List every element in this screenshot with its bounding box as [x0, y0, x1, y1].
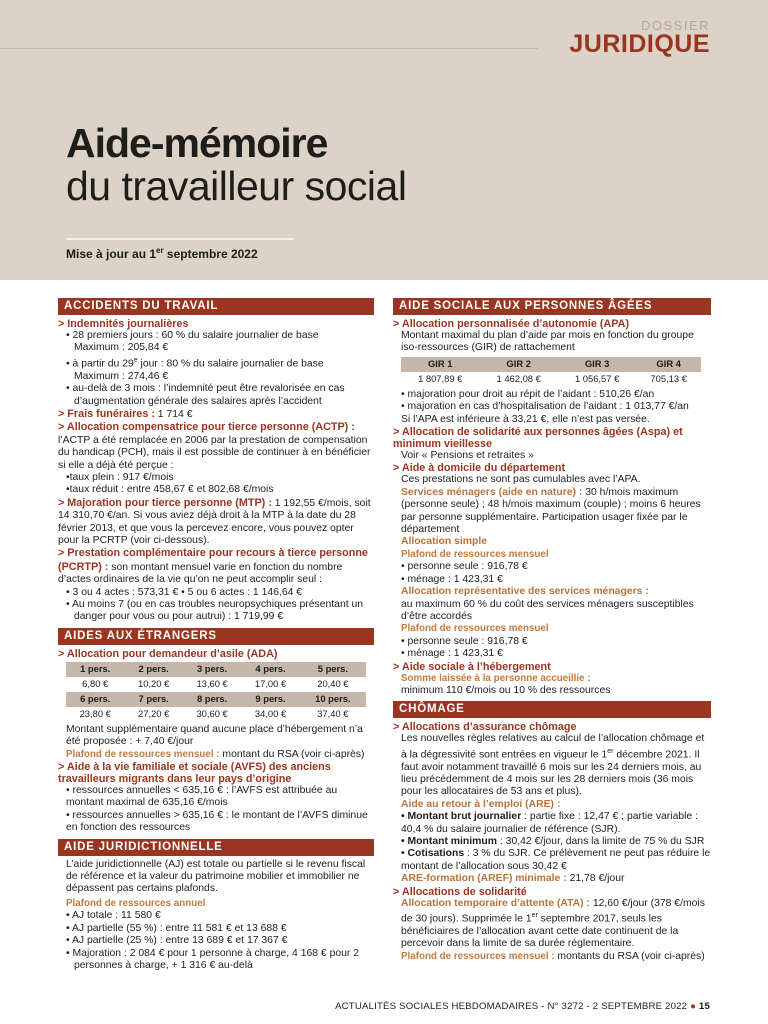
- text-line: •taux plein : 917 €/mois: [66, 471, 174, 483]
- text-line: Ces prestations ne sont pas cumulables avec l’APA.: [401, 474, 641, 486]
- text-line: • Au moins 7 (ou en cas troubles neuropsychiques présentant un danger pour vous ou pour autrui) : 1 719,99 €: [66, 599, 364, 623]
- text-line: • Majoration : 2 084 € pour 1 personne à charge, 4 168 € pour 2 personnes à charge, + 1 316 € au-delà: [66, 947, 360, 971]
- text-line: • 3 ou 4 actes : 573,31 € • 5 ou 6 actes : 1 146,64 €: [66, 586, 303, 598]
- bullet-icon: ●: [690, 1001, 697, 1012]
- text-line: • personne seule : 916,78 €: [401, 561, 528, 573]
- text-line: • AJ totale : 11 580 €: [66, 910, 161, 922]
- text-line: • majoration en cas d’hospitalisation de l’aidant : 1 013,77 €/an: [401, 401, 689, 413]
- services-menagers: Services ménagers (aide en nature) : 30 h/mois maximum (personne seule) ; 48 h/mois maximum (couple) ; moins 6 heures par personne supplémentaire. Participation usager fixée par le département: [401, 486, 701, 536]
- ada-header-row-2: 6 pers. 7 pers. 8 pers. 9 pers. 10 pers.: [66, 692, 366, 707]
- plafond-label: Plafond de ressources mensuel: [401, 623, 549, 635]
- heading-assurance-chomage: > Allocations d’assurance chômage: [393, 721, 577, 734]
- text-line: • AJ partielle (55 %) : entre 11 581 € et 13 688 €: [66, 922, 287, 934]
- text-line: • au-delà de 3 mois : l’indemnité peut être revalorisée en cas d’augmentation générale des salaires après l’accident: [66, 383, 345, 407]
- update-date: Mise à jour au 1er septembre 2022: [66, 246, 258, 261]
- ada-value-row-2: 23,80 € 27,20 € 30,60 € 34,00 € 37,40 €: [66, 707, 366, 722]
- page-subtitle: du travailleur social: [66, 163, 407, 209]
- text-line: Les nouvelles règles relatives au calcul de l’allocation chômage et à la dégressivité sont entrées en vigueur le 1er décembre 2021. Il faut avoir notamment travaillé 6 mois sur les 24 derniers mois, au lieu précédemment de 4 mois sur les 28 derniers mois (36 mois pour les allocataires de 53 ans et plus).: [401, 733, 705, 798]
- section-chomage: CHÔMAGE: [393, 701, 711, 718]
- page-footer: ACTUALITÉS SOCIALES HEBDOMADAIRES - N° 3272 - 2 SEPTEMBRE 2022 ● 15: [335, 1001, 710, 1012]
- left-column: [58, 298, 374, 972]
- aref-line: ARE-formation (AREF) minimale : 21,78 €/jour: [401, 873, 625, 885]
- page-title: Aide-mémoire: [66, 120, 328, 166]
- heading-apa: > Allocation personnalisée d’autonomie (APA): [393, 318, 630, 330]
- text-line: Allocation temporaire d’attente (ATA) : 12,60 €/jour (378 €/mois de 30 jours). Supprimée le 1er septembre 2017, seuls les bénéficiaires de l’allocation avant cette date continuent de la percevoir dans la limite de sa durée réglementaire.: [401, 897, 705, 950]
- text-line: minimum 110 €/mois ou 10 % des ressources: [401, 684, 611, 696]
- text-line: •taux réduit : entre 458,67 € et 802,68 €/mois: [66, 484, 274, 496]
- allocation-simple-label: Allocation simple: [401, 536, 488, 548]
- ada-table: [66, 662, 366, 722]
- heading-avfs: > Aide à la vie familiale et sociale (AVFS) des anciens travailleurs migrants dans leur pays d’origine: [58, 761, 331, 786]
- mtp-block: > Majoration pour tierce personne (MTP) : 1 192,55 €/mois, soit 14 310,70 €/an. Si vous aviez déjà droit à la MTP à la date du 28 février 2013, et que vous la percevez encore, vous pouvez opter pour la PCRTP (voir ci-dessous).: [58, 496, 371, 546]
- text-line: • Montant minimum : 30,42 €/jour, dans la limite de 75 % du SJR: [401, 836, 705, 848]
- hebergement-label: Somme laissée à la personne accueillie :: [401, 672, 591, 684]
- heading-ada: > Allocation pour demandeur d’asile (ADA): [58, 647, 278, 660]
- update-rule: [66, 238, 294, 240]
- aj-plafond: Plafond de ressources annuel: [66, 897, 206, 909]
- text-line: • ménage : 1 423,31 €: [401, 648, 503, 660]
- right-column: [393, 298, 711, 963]
- text-line: • Cotisations : 3 % du SJR. Ce prélèvement ne peut pas réduire le montant de l’allocation sous 30,42 €: [401, 848, 711, 872]
- text-line: • AJ partielle (25 %) : entre 13 689 € et 17 367 €: [66, 935, 288, 947]
- dossier-label: DOSSIER: [640, 18, 710, 33]
- gir-table: [401, 357, 701, 387]
- text-line: Maximum : 205,84 €: [74, 342, 169, 354]
- text-line: Maximum : 274,46 €: [74, 370, 169, 382]
- heading-solidarite: > Allocations de solidarité: [393, 885, 527, 898]
- rubric-title: JURIDIQUE: [569, 30, 710, 58]
- section-accidents-travail: ACCIDENTS DU TRAVAIL: [58, 298, 374, 315]
- header-band: [0, 0, 768, 280]
- text-line: au maximum 60 % du coût des services ménagers susceptibles d’être accordés: [401, 598, 694, 622]
- ada-value-row-1: 6,80 € 10,20 € 13,60 € 17,00 € 20,40 €: [66, 677, 366, 692]
- top-rule: [0, 48, 538, 49]
- frais-funeraires: > Frais funéraires : 1 714 €: [58, 407, 193, 420]
- heading-aspa: > Allocation de solidarité aux personnes âgées (Aspa) et minimum vieillesse: [393, 426, 683, 451]
- heading-indemnites: > Indemnités journalières: [58, 318, 189, 330]
- gir-value-row: 1 807,89 € 1 462,08 € 1 056,57 € 705,13 €: [401, 372, 701, 387]
- text-line: L’aide juridictionnelle (AJ) est totale ou partielle si le revenu fiscal de référence et la valeur du patrimoine mobilier et immobilier ne dépassent pas certains plafonds.: [66, 858, 366, 895]
- text-line: • ressources annuelles < 635,16 € : l’AVFS est attribuée au montant maximal de 635,16 €/mois: [66, 785, 338, 809]
- allocation-representative-label: Allocation représentative des services ménagers :: [401, 586, 649, 598]
- section-aide-juridictionnelle: AIDE JURIDICTIONNELLE: [58, 839, 374, 856]
- text-line: • à partir du 29e jour : 80 % du salaire journalier de base: [66, 356, 324, 370]
- text-line: • majoration pour droit au répit de l’aidant : 510,26 €/an: [401, 388, 655, 400]
- page-number: 15: [696, 1001, 710, 1012]
- are-label: Aide au retour à l’emploi (ARE) :: [401, 798, 561, 810]
- ada-plafond: Plafond de ressources mensuel : montant du RSA (voir ci-après): [66, 748, 365, 760]
- text-line: Voir « Pensions et retraites »: [401, 450, 534, 462]
- text-line: • personne seule : 916,78 €: [401, 635, 528, 647]
- text-line: • ménage : 1 423,31 €: [401, 573, 503, 585]
- actp-block: > Allocation compensatrice pour tierce personne (ACTP) : l’ACTP a été remplacée en 2006 par la prestation de compensation du handicap (PCH), mais il est possible de continuer à en bénéficier si elle a déjà été perçue :: [58, 421, 371, 471]
- plafond-label: Plafond de ressources mensuel: [401, 548, 549, 560]
- text-line: • Montant brut journalier : partie fixe : 12,47 € ; partie variable : 40,4 % du salaire journalier de référence (SJR).: [401, 811, 698, 835]
- section-aides-etrangers: AIDES AUX ÉTRANGERS: [58, 628, 374, 645]
- text-line: Si l’APA est inférieure à 33,21 €, elle n’est pas versée.: [401, 413, 650, 425]
- text-line: • 28 premiers jours : 60 % du salaire journalier de base: [66, 330, 319, 341]
- ada-header-row-1: 1 pers. 2 pers. 3 pers. 4 pers. 5 pers.: [66, 662, 366, 677]
- text-line: • ressources annuelles > 635,16 € : le montant de l’AVFS diminue en fonction des ressources: [66, 809, 368, 834]
- text-line: Montant maximal du plan d’aide par mois en fonction du groupe iso-ressources (GIR) de rattachement: [401, 330, 694, 354]
- section-personnes-agees: AIDE SOCIALE AUX PERSONNES ÂGÉES: [393, 298, 711, 315]
- pcrtp-block: > Prestation complémentaire pour recours à tierce personne (PCRTP) : son montant mensuel varie en fonction du nombre d’actes ordinaires de la vie qu’on ne peut accomplir seul :: [58, 547, 368, 586]
- text-line: Montant supplémentaire quand aucune place d’hébergement n’a été proposée : + 7,40 €/jour: [66, 723, 363, 748]
- heading-hebergement: > Aide sociale à l’hébergement: [393, 660, 551, 673]
- heading-aide-domicile: > Aide à domicile du département: [393, 462, 566, 475]
- gir-header-row: GIR 1 GIR 2 GIR 3 GIR 4: [401, 357, 701, 372]
- ata-plafond: Plafond de ressources mensuel : montants du RSA (voir ci-après): [401, 950, 705, 962]
